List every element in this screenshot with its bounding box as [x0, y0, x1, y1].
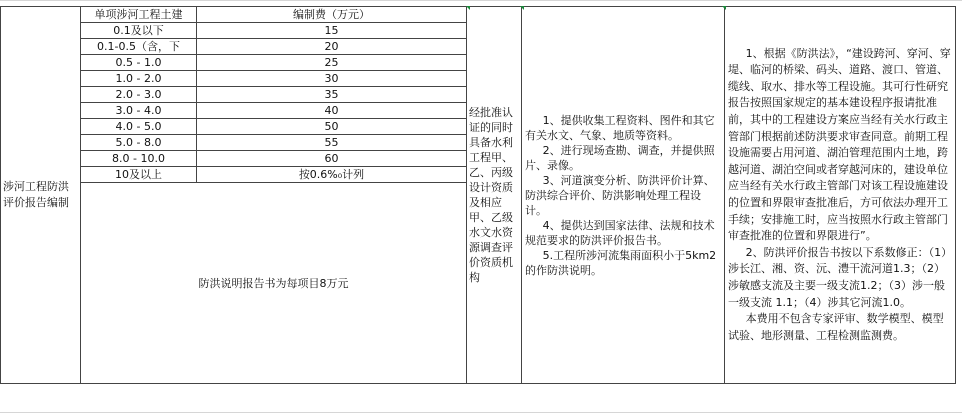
- fee-cell[interactable]: 30: [197, 71, 467, 87]
- range-cell[interactable]: 0.5 - 1.0: [81, 55, 197, 71]
- work-item: 4、提供达到国家法律、法规和技术规范要求的防洪评价报告书。: [525, 218, 715, 247]
- note-paragraph: 本费用不包含专家评审、数学模型、模型试验、地形测量、工程检测监测费。: [728, 312, 944, 342]
- cell-comment-marker: [722, 6, 726, 10]
- bottom-note-cell[interactable]: [81, 183, 467, 384]
- cell-comment-marker: [466, 6, 470, 10]
- qualification-cell[interactable]: [467, 7, 522, 384]
- range-cell[interactable]: 10及以上: [81, 167, 197, 183]
- range-cell[interactable]: 3.0 - 4.0: [81, 103, 197, 119]
- range-cell[interactable]: 8.0 - 10.0: [81, 151, 197, 167]
- work-item: 3、河道演变分析、防洪评价计算、防洪综合评价、防洪影响处理工程设计。: [525, 173, 715, 217]
- category-cell[interactable]: [1, 7, 81, 384]
- cell-comment-marker: [520, 6, 524, 10]
- fee-cell[interactable]: 50: [197, 119, 467, 135]
- category-label: 涉河工程防洪评价报告编制: [3, 180, 69, 209]
- fee-cell[interactable]: 15: [197, 23, 467, 39]
- header-fee[interactable]: 编制费（万元）: [197, 7, 467, 23]
- fee-cell[interactable]: 40: [197, 103, 467, 119]
- note-paragraph: 2、防洪评价报告书按以下系数修正：（1）涉长江、湘、资、沅、澧干流河道1.3；（2）涉敏感支流及主要一级支流1.2；（3）涉一般一级支流 1.1；（4）涉其它河流1.0。: [728, 245, 947, 309]
- fee-cell[interactable]: 20: [197, 39, 467, 55]
- fee-cell[interactable]: 25: [197, 55, 467, 71]
- grid-line: [0, 0, 962, 1]
- fee-cell[interactable]: 按0.6%₀计列: [197, 167, 467, 183]
- fee-cell[interactable]: 35: [197, 87, 467, 103]
- fee-table: [0, 6, 956, 384]
- range-cell[interactable]: 4.0 - 5.0: [81, 119, 197, 135]
- range-cell[interactable]: 0.1及以下: [81, 23, 197, 39]
- work-item: 5.工程所涉河流集雨面积小于5km2的作防洪说明。: [525, 248, 717, 277]
- range-cell[interactable]: 1.0 - 2.0: [81, 71, 197, 87]
- notes-cell[interactable]: [725, 7, 956, 384]
- note-paragraph: 1、根据《防洪法》，“建设跨河、穿河、穿堤、临河的桥梁、码头、道路、渡口、管道、缆线、取水、排水等工程设施。其可行性研究报告按照国家规定的基本建设程序报请批准前，其中的工程建设方案应当经有关水行政主管部门根据前述防洪要求审查同意。前期工程设施需要占用河道、湖泊管理范围内土地，跨越河道、湖泊空间或者穿越河床的，建设单位应当经有关水行政主管部门对该工程设施建设的位置和界限审查批准后，方可依法办理开工手续；安排施工时，应当按照水行政主管部门审查批准的位置和界限进行”。: [728, 46, 951, 243]
- range-cell[interactable]: 0.1-0.5（含，下: [81, 39, 197, 55]
- bottom-note-text: 防洪说明报告书为每项目8万元: [198, 277, 349, 290]
- qualification-text: 经批准认证的同时具备水利工程甲、乙、丙级设计资质及相应甲、乙级水文水资源调查评价资质机构: [469, 106, 513, 284]
- work-content-cell[interactable]: [522, 7, 725, 384]
- fee-cell[interactable]: 55: [197, 135, 467, 151]
- range-cell[interactable]: 5.0 - 8.0: [81, 135, 197, 151]
- range-cell[interactable]: 2.0 - 3.0: [81, 87, 197, 103]
- grid-line: [0, 412, 962, 413]
- work-item: 1、提供收集工程资料、图件和其它有关水文、气象、地质等资料。: [525, 113, 715, 142]
- work-item: 2、进行现场查勘、调查，并提供照片、录像。: [525, 143, 715, 172]
- header-range[interactable]: 单项涉河工程土建: [81, 7, 197, 23]
- fee-cell[interactable]: 60: [197, 151, 467, 167]
